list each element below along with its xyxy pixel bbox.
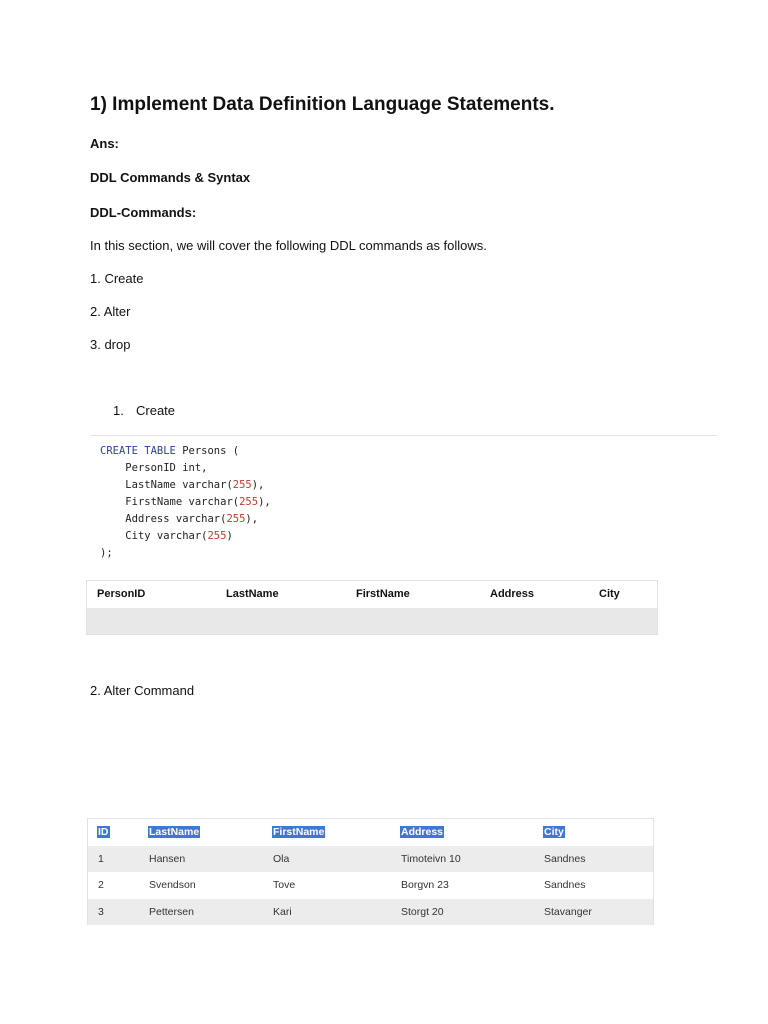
table-cell: Hansen [149, 852, 186, 865]
table-cell: Tove [273, 879, 296, 891]
create-item-label: Create [136, 403, 176, 418]
code-punct: ) [226, 530, 233, 542]
code-line: Address varchar( [125, 513, 227, 525]
ddl-syntax-heading: DDL Commands & Syntax [90, 170, 251, 185]
column-header: PersonID [97, 588, 146, 600]
code-number: 255 [207, 530, 227, 542]
code-end: ); [100, 547, 113, 559]
table-cell: Kari [273, 905, 292, 918]
table-empty-row [87, 608, 657, 634]
table-cell: 3 [98, 905, 104, 918]
ans-label: Ans: [90, 136, 119, 151]
table-row [88, 872, 653, 899]
alter-table [87, 818, 654, 925]
page-title: 1) Implement Data Definition Language Statements. [90, 94, 555, 115]
persons-table [86, 580, 658, 635]
list-item: 2. Alter [90, 304, 131, 319]
code-line: FirstName varchar( [125, 496, 240, 508]
code-line: City varchar( [125, 530, 208, 542]
code-divider [90, 435, 717, 436]
alter-heading: 2. Alter Command [90, 683, 195, 698]
table-header-row [87, 581, 657, 608]
code-punct: ), [251, 479, 265, 491]
ddl-commands-heading: DDL-Commands: [90, 205, 197, 220]
table-header-row [88, 819, 653, 846]
column-header: ID [98, 826, 109, 838]
code-table-name: Persons ( [182, 445, 240, 457]
code-number: 255 [232, 479, 252, 491]
column-header: Address [490, 588, 535, 600]
intro-text: In this section, we will cover the following DDL commands as follows. [90, 238, 487, 253]
column-header: City [544, 826, 564, 838]
column-header: LastName [226, 588, 279, 600]
list-item: 3. drop [90, 337, 131, 352]
code-number: 255 [226, 513, 246, 525]
code-line: LastName varchar( [125, 479, 233, 491]
column-header: FirstName [356, 588, 410, 600]
create-item-number: 1. [113, 403, 124, 418]
table-cell: Timoteivn 10 [401, 852, 461, 865]
code-punct: ), [258, 496, 271, 508]
table-cell: Ola [273, 852, 290, 865]
table-cell: Stavanger [544, 905, 592, 918]
table-cell: Sandnes [544, 879, 586, 891]
code-keyword: CREATE TABLE [100, 445, 176, 457]
table-cell: Sandnes [544, 852, 586, 865]
column-header: LastName [149, 826, 200, 838]
sql-code-block [100, 443, 271, 562]
table-cell: 2 [98, 879, 104, 891]
code-punct: ), [245, 513, 259, 525]
table-row [88, 899, 653, 926]
code-line: PersonID int, [125, 462, 208, 474]
table-cell: Svendson [149, 879, 196, 891]
table-row [88, 846, 653, 873]
column-header: City [599, 588, 620, 600]
column-header: Address [401, 826, 444, 838]
table-cell: 1 [98, 852, 104, 865]
table-cell: Pettersen [149, 905, 194, 918]
table-cell: Storgt 20 [401, 905, 444, 918]
column-header: FirstName [273, 826, 325, 838]
code-number: 255 [239, 496, 259, 508]
list-item: 1. Create [90, 271, 144, 286]
table-cell: Borgvn 23 [401, 879, 449, 891]
